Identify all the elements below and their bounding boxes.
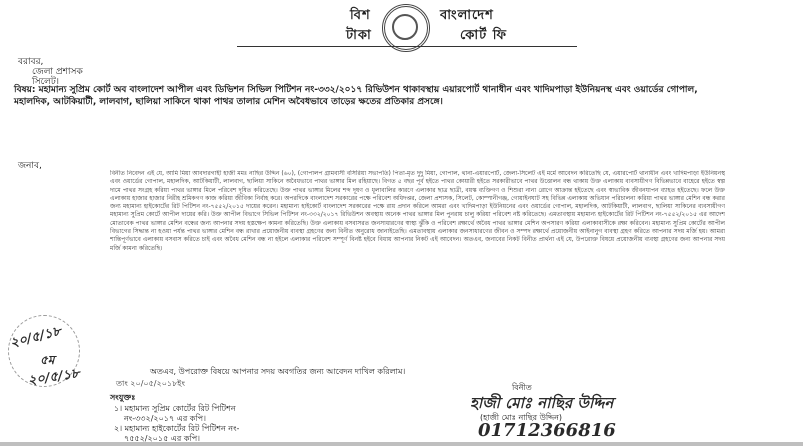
stamp-left-top: বিশ (350, 8, 371, 23)
margin-note-date-2: ২০/৫/১৮ (27, 366, 81, 389)
stamp-left-bottom: টাকা (346, 28, 372, 43)
body-paragraph: বিনীত নিবেদন এই যে, আমি মিয়া আবদারগাহী হাজী মমঃ নাছির উদ্দিন (৬০), (গোপালপ গ্রামবাসী বসিরিয়া সভাপতি) পিতা-মৃত দুদু মিয়া, গোপাল, থানা-এয়ারপোর্ট, জেলা-সিলেট এই মর্মে আবেদন করিতেছি যে, এয়ারপোর্ট থানাধীন এবং খাদিমপাড়া ইউনিয়নস্থ এবং ওয়ার্ডের গোপাল, মহালদিক, আটকিয়াটী, লালবাগ, ছালিয়া সাকিনে অবৈধভাবে পাথর ভাঙ্গার মিল রহিয়াছে। বিগত ৫ বছর পূর্ব হইতে পাথর কোয়ারী হইতে সরকারীভাবে পাথর উত্তোলন বন্ধ থাকায় উক্ত এলাকায় ব্যবসায়ীগণ বিভিন্নভাবে বাহেরে হইতে স্বল্প দামে পাথর সংগ্রহ করিয়া পাথর ভাঙ্গার মিলে পরিবেশ দূষিত করিতেছে। উক্ত পাথর ভাঙ্গার মিলের শব্দ দূষণ ও ধূলাবালির কারণে এলাকার ছাত্র ছাত্রী, বয়স্ক ব্যক্তিগণ ও শিশুরা নানা রোগে আক্রান্ত হইতেছে এবং স্বাভাবিক জীবনযাপন ব্যাহত হইতেছে। ফলে উক্ত এলাকায় হাজার হাজার নিরীহ শ্রমিকগণ কাজ করিয়া জীবিকা নির্বাহ করে। অপরদিকে বাংলাদেশ সরকারের পক্ষে পরিবেশ অধিদপ্তর, জেলা প্রশাসক, সিলেট, কোম্পানীগঞ্জ, গোয়াইনঘাট সহ বিভিন্ন এলাকায় অভিযান পরিচালনা করিয়া পাথর ভাঙ্গার মেশিন বন্ধ করার জন্য মহামান্য হাইকোর্টের রিট পিটিশন নং-৭৫৫২/২০১৫ দায়ের করেন। মহামান্য হাইকোর্ট বাংলাদেশ সরকারের পক্ষে রায় প্রদান করিলে আমরা এবং খাদিমপাড়া ইউনিয়নের এবং ওয়ার্ডের গোপাল, মহালদিক, আটকিয়াটী, লালবাগ, ছালিয়া সাকিনের ব্যবসায়ীগণ মহামান্য সুপ্রিম কোর্টে আপীল দায়ের করি। উক্ত আপীল বিভাগে সিভিল পিটিশন নং-৩৩২/২০১৭ রিভিউশন অবস্থায় অনেক পাথর ভাঙ্গার মিল পুনরায় চালু করিয়া পরিবেশ নষ্ট করিতেছে। এমতাবস্থায় মহামান্য হাইকোর্টের রিট পিটিশন নং-৭৫৫২/২০১৫ এর আদেশ মোতাবেক পাথর ভাঙ্গার মেশিন বন্ধের জন্য আপনার সদয় হস্তক্ষেপ কামনা করিতেছি। উক্ত এলাকায় বসবাসরত জনসাধারণের স্বাস্থ্য ঝুঁকি ও পরিবেশ রক্ষার্থে অবৈধ পাথর ভাঙ্গার মেশিন অপসারণ করিয়া এলাকাবাসীকে রক্ষা করিবেন। মহামান্য সুপ্রিম কোর্টের আপীল বিভাগের সিদ্ধান্ত না হওয়া পর্যন্ত পাথর ভাঙ্গার মেশিন বন্ধ রাখার প্রয়োজনীয় ব্যবস্থা গ্রহণের জন্য বিনীত অনুরোধ জানাইতেছি। এমতাবস্থায় এলাকার জনসাধারণের জীবন ও সম্পদ রক্ষার্থে প্রয়োজনীয় আইনানুগ ব্যবস্থা গ্রহণ করিতে আপনার সদয় মর্জি হয়। আমরা শান্তিপূর্ণভাবে এলাকায় বসবাস করিতে চাই এবং অবৈধ মেশিন বন্ধ না হইলে এলাকার পরিবেশ সম্পূর্ণ বিনষ্ট হইবে বিধায় আপনার নিকট এই আবেদন। অতএব, জনাবের নিকট বিনীত প্রার্থনা এই যে, উপরোক্ত বিষয়ে প্রয়োজনীয় ব্যবস্থা গ্রহণের জন্য আপনার সদয় মর্জি কামনা করিতেছি। (110, 170, 725, 252)
enclosure-item: ২। মহামান্য হাইকোর্টের রিট পিটিশন নং- (114, 424, 240, 433)
enclosure-heading: সংযুক্তঃ (110, 393, 136, 402)
subject-label: বিষয়: (14, 85, 36, 95)
enclosure-item: ১। মহামান্য সুপ্রিম কোর্টের রিট পিটিশন (114, 404, 236, 413)
signoff: বিনীত (512, 383, 532, 392)
address-city: সিলেট। (32, 77, 59, 87)
closing-line: অতএব, উপরোক্ত বিষয়ে আপনার সদয় অবগতির জন্য আবেদন দাখিল করিলাম। (150, 367, 406, 376)
stamp-right-bottom: কোর্ট ফি (460, 28, 507, 43)
margin-note-mark: ৫ম (40, 353, 55, 367)
enclosure-item: ৭৫৫২/২০১৫ এর কপি। (124, 434, 201, 443)
subject-block (14, 84, 726, 108)
address-to: বরাবর, (18, 57, 44, 67)
phone-number: 01712366816 (478, 420, 616, 441)
margin-note-date-1: ২০/৫/১৮ (8, 323, 63, 352)
enclosure-item: নং-৩৩২/২০১৭ এর কপি। (124, 414, 206, 423)
signer-name: (হাজী মোঃ নাছির উদ্দিন) (480, 413, 562, 422)
salutation: জনাব, (18, 161, 42, 171)
subject-text: মহামান্য সুপ্রিম কোর্ট অব বাংলাদেশ আপীল এবং ডিভিশন সিভিল পিটিশন নং-৩৩২/২০১৭ রিভিউশন থাকাবস্থায় এয়ারপোর্ট থানাধীন এবং খাদিমপাড়া ইউনিয়নস্থ এবং ওয়ার্ডের গোপাল, মহালদিক, আটকিয়াটী, লালবাগ, ছালিয়া সাকিনে থাকা পাথর তালার মেশিন অবৈধভাবে তাড়ের ক্ষতের প্রতিকার প্রসঙ্গে। (14, 85, 698, 107)
stamp-right-top: বাংলাদেশ (440, 8, 494, 23)
address-office: জেলা প্রশাসক (32, 67, 83, 77)
closing-date: তাং ২০/০৫/২০১৮ইং (116, 379, 185, 388)
stamp-divider (237, 46, 577, 47)
signature: হাজী মোঃ নাছির উদ্দিন (470, 394, 614, 412)
court-fee-seal-icon (382, 4, 430, 52)
